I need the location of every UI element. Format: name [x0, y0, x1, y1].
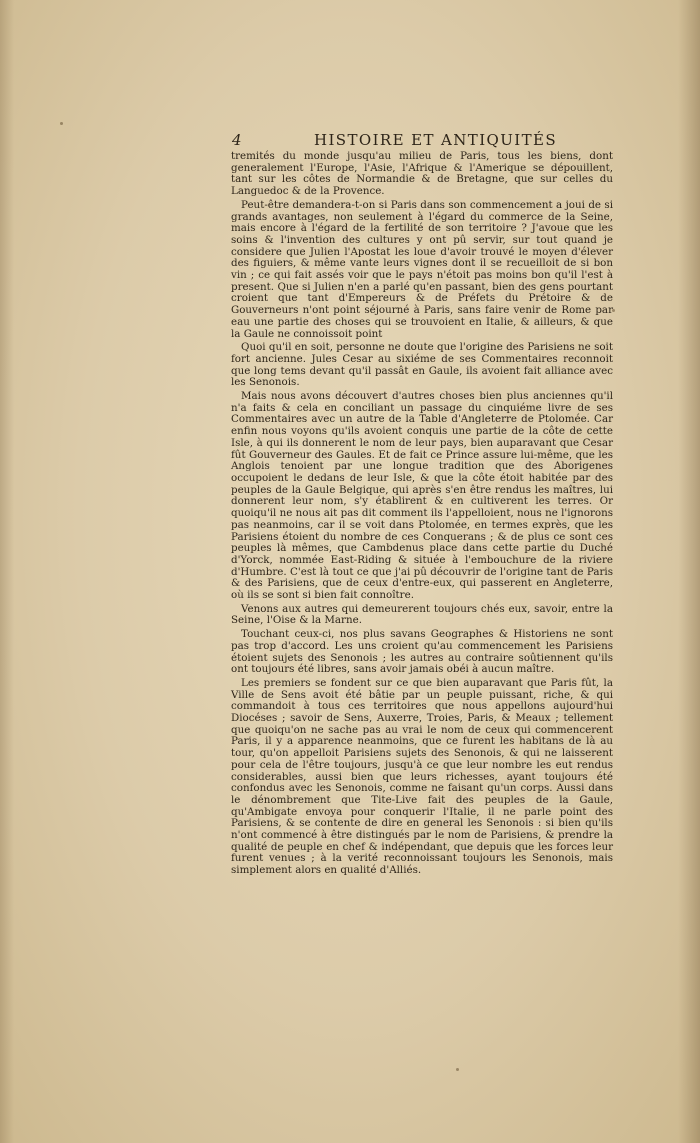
- foxing-spot: [456, 1068, 459, 1071]
- body-text: [231, 151, 613, 879]
- page-gutter-shadow-left: [0, 0, 14, 1143]
- paragraph: Venons aux autres qui demeurerent toujours chés eux, savoir, entre la Seine, l'Oise & la Marne.: [231, 602, 613, 627]
- paragraph: Mais nous avons découvert d'autres choses bien plus anciennes qu'il n'a faits & cela en conciliant un passage du cinquiéme livre de ses Commentaires avec un autre de la Table d'Angleterre de Ptolomée. Car enfin nous voyons qu'ils avoient conquis une partie de la côte de cette Isle, à qui ils donnerent le nom de leur pays, bien auparavant que Cesar fût Gouverneur des Gaules. Et de fait ce Prince assure lui-même, que les Anglois tenoient par une longue tradition que des Aborigenes occupoient le dedans de leur Isle, & que la côte étoit habitée par des peuples de la Gaule Belgique, qui après s'en être rendus les maîtres, lui donnerent leur nom, s'y établirent & en cultiverent les terres. Or quoiqu'il ne nous ait pas dit comment ils l'appelloient, nous ne l'ignorons pas neanmoins, car il se voit dans Ptolomée, en termes exprès, que les Parisiens étoient du nombre de ces Conquerans ; & de plus ce sont ces peuples là mêmes, que Cambdenus place dans cette partie du Duché d'Yorck, nommée East-Riding & située à l'embouchure de la riviere d'Humbre. C'est là tout ce que j'ai pû découvrir de l'origine tant de Paris & des Parisiens, que de ceux d'entre-eux, qui passerent en Angleterre, où ils se sont si bien fait connoître.: [231, 390, 613, 602]
- paragraph: Quoi qu'il en soit, personne ne doute que l'origine des Parisiens ne soit fort ancienne. Jules Cesar au sixiéme de ses Commentaires reconnoit que long tems devant qu'il passât en Gaule, ils avoient fait alliance avec les Senonois.: [231, 341, 613, 389]
- foxing-spot: [60, 122, 63, 125]
- paragraph: Les premiers se fondent sur ce que bien auparavant que Paris fût, la Ville de Sens avoit été bâtie par un peuple puissant, riche, & qui commandoit à tous ces territoires que nous appellons aujourd'hui Diocéses ; savoir de Sens, Auxerre, Troies, Paris, & Meaux ; tellement que quoiqu'on ne sache pas au vrai le nom de ceux qui commencerent Paris, il y a apparence neanmoins, que ce furent les habitans de là au tour, qu'on appelloit Parisiens sujets des Senonois, & qui ne laisserent pour cela de l'être toujours, jusqu'à ce que leur nombre les eut rendus considerables, aussi bien que leurs richesses, ayant toujours été confondus avec les Senonois, comme ne faisant qu'un corps. Aussi dans le dénombrement que Tite-Live fait des peuples de la Gaule, qu'Ambigate envoya pour conquerir l'Italie, il ne parle point des Parisiens, & se contente de dire en general les Senonois : si bien qu'ils n'ont commencé à être distingués par le nom de Parisiens, & prendre la qualité de peuple en chef & indépendant, que depuis que les forces leur furent venues ; à la verité reconnoissant toujours les Senonois, mais simplement alors en qualité d'Alliés.: [231, 676, 613, 877]
- page-number: 4: [232, 131, 242, 149]
- page-edge-shadow-right: [678, 0, 700, 1143]
- running-head: [232, 131, 612, 151]
- paragraph: Touchant ceux-ci, nos plus savans Geographes & Historiens ne sont pas trop d'accord. Les uns croient qu'au commencement les Parisiens étoient sujets des Senonois ; les autres au contraire soûtiennent qu'ils ont toujours été libres, sans avoir jamais obéi à aucun maître.: [231, 628, 613, 676]
- paragraph: Peut-être demandera-t-on si Paris dans son commencement a joui de si grands avantages, non seulement à l'égard du commerce de la Seine, mais encore à l'égard de la fertilité de son territoire ? J'avoue que les soins & l'invention des cultures y ont pû servir, sur tout quand je considere que Julien l'Apostat les loue d'avoir trouvé le moyen d'élever des figuiers, & même vante leurs vignes dont il se recueilloit de si bon vin ; ce qui fait assés voir que le pays n'étoit pas moins bon qu'il l'est à present. Que si Julien n'en a parlé qu'en passant, bien des gens pourtant croient que tant d'Empereurs & de Préfets du Prétoire & de Gouverneurs n'ont point séjourné à Paris, sans faire venir de Rome par eau une partie des choses qui se trouvoient en Italie, & ailleurs, & que la Gaule ne connoissoit point: [231, 198, 613, 340]
- running-title: HISTOIRE ET ANTIQUITÉS: [314, 131, 558, 149]
- paragraph: tremités du monde jusqu'au milieu de Paris, tous les biens, dont generalement l'Europe, l'Asie, l'Afrique & l'Amerique se dépouillent, tant sur les côtes de Normandie & de Bretagne, que sur celles du Languedoc & de la Provence.: [231, 150, 613, 198]
